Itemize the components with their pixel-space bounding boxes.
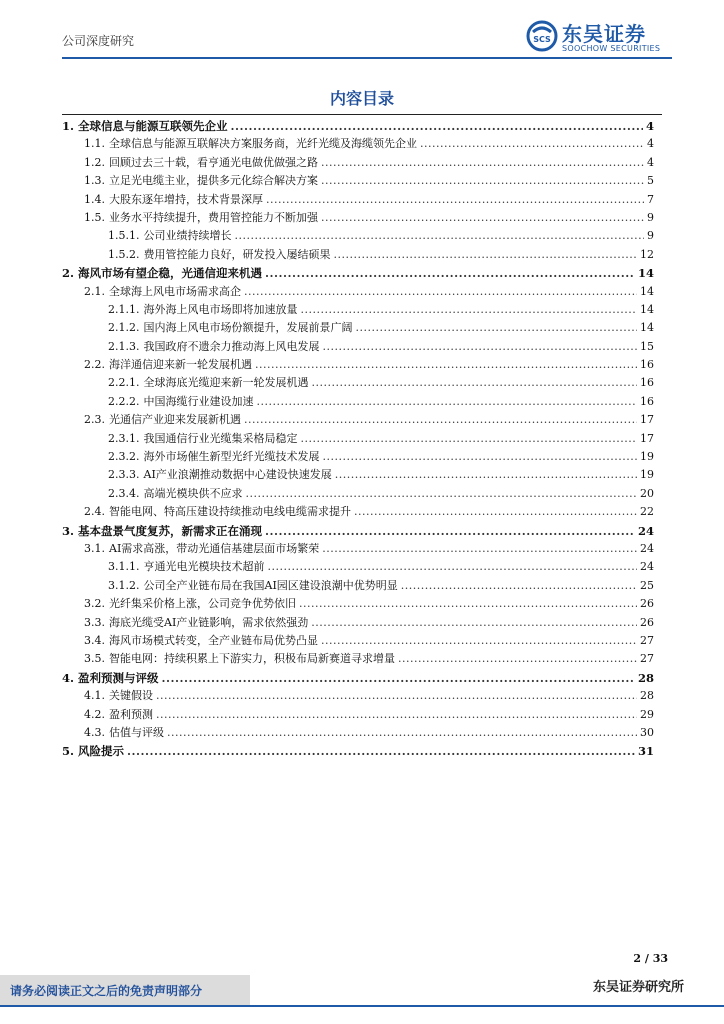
toc-entry[interactable] xyxy=(62,632,654,650)
toc-entry[interactable] xyxy=(62,264,654,282)
toc-entry-page: 26 xyxy=(640,597,654,611)
toc-entry-label: 亨通光电光模块技术超前 xyxy=(143,560,265,574)
toc-divider xyxy=(62,114,662,115)
toc-entry-label: 全球海底光缆迎来新一轮发展机遇 xyxy=(143,376,309,390)
toc-entry-label: 光通信产业迎来发展新机遇 xyxy=(109,413,241,427)
toc-dot-leader xyxy=(321,209,644,227)
toc-dot-leader xyxy=(266,191,644,209)
toc-entry[interactable] xyxy=(62,742,654,760)
toc-entry-page: 25 xyxy=(640,578,654,592)
toc-entry-number: 1.1. xyxy=(84,137,105,151)
toc-entry-page: 19 xyxy=(640,450,654,464)
toc-dot-leader xyxy=(244,283,637,301)
toc-entry-label: 海外海上风电市场即将加速放量 xyxy=(143,302,298,316)
toc-entry-page: 5 xyxy=(647,174,654,188)
toc-dot-leader xyxy=(299,595,637,613)
toc-entry-label: 高端光模块供不应求 xyxy=(143,486,243,500)
toc-entry-number: 2.1. xyxy=(84,284,105,298)
toc-entry[interactable] xyxy=(62,614,654,632)
toc-entry-page: 31 xyxy=(637,744,654,759)
toc-entry[interactable] xyxy=(62,466,654,484)
toc-entry[interactable] xyxy=(62,485,654,503)
toc-entry-number: 2.1.3. xyxy=(108,339,140,353)
toc-dot-leader xyxy=(334,246,638,264)
toc-entry[interactable] xyxy=(62,393,654,411)
logo-english-name: SOOCHOW SECURITIES xyxy=(562,44,661,53)
toc-entry-page: 14 xyxy=(640,321,654,335)
toc-entry-page: 24 xyxy=(637,523,654,538)
toc-entry-page: 28 xyxy=(637,670,654,685)
toc-entry-label: 全球信息与能源互联领先企业 xyxy=(78,119,228,133)
toc-entry-number: 4.2. xyxy=(84,707,105,721)
toc-dot-leader xyxy=(356,319,638,337)
toc-entry[interactable] xyxy=(62,209,654,227)
toc-entry-label: 智能电网、特高压建设持续推动电线电缆需求提升 xyxy=(109,505,351,519)
toc-entry[interactable] xyxy=(62,117,654,135)
toc-entry[interactable] xyxy=(62,411,654,429)
toc-entry-label: 业务水平持续提升，费用管控能力不断加强 xyxy=(109,210,318,224)
toc-entry[interactable] xyxy=(62,577,654,595)
toc-entry-number: 2.2.1. xyxy=(108,376,140,390)
toc-entry-page: 14 xyxy=(640,302,654,316)
toc-dot-leader xyxy=(265,264,635,282)
toc-entry-page: 20 xyxy=(640,486,654,500)
toc-entry-label: 费用管控能力良好，研发投入屡结硕果 xyxy=(143,247,331,261)
toc-dot-leader xyxy=(231,117,643,135)
disclaimer-notice: 请务必阅读正文之后的免责声明部分 xyxy=(10,984,203,998)
toc-entry-label: 估值与评级 xyxy=(109,725,164,739)
toc-entry-number: 1.5. xyxy=(84,210,105,224)
header-divider xyxy=(62,57,672,59)
soochow-logo-icon xyxy=(526,20,558,52)
toc-dot-leader xyxy=(323,448,638,466)
toc-entry-label: 中国海缆行业建设加速 xyxy=(143,394,254,408)
toc-entry-label: 国内海上风电市场份额提升，发展前景广阔 xyxy=(143,321,353,335)
toc-entry-number: 2.1.1. xyxy=(108,302,140,316)
toc-entry[interactable] xyxy=(62,687,654,705)
toc-entry-number: 2.3.4. xyxy=(108,486,140,500)
toc-entry-label: 我国政府不遗余力推动海上风电发展 xyxy=(143,339,320,353)
toc-entry-page: 14 xyxy=(637,266,654,281)
toc-entry-page: 15 xyxy=(640,339,654,353)
toc-entry-page: 26 xyxy=(640,615,654,629)
page-indicator: 2 / 33 xyxy=(633,952,668,965)
toc-entry[interactable] xyxy=(62,595,654,613)
table-of-contents xyxy=(62,117,654,761)
toc-entry-page: 7 xyxy=(647,192,654,206)
toc-entry-number: 3.2. xyxy=(84,597,105,611)
toc-entry-number: 2.4. xyxy=(84,505,105,519)
toc-entry-page: 9 xyxy=(647,229,654,243)
toc-dot-leader xyxy=(235,227,645,245)
toc-dot-leader xyxy=(257,393,638,411)
toc-dot-leader xyxy=(354,503,637,521)
toc-entry-number: 4.1. xyxy=(84,689,105,703)
toc-entry-label: 回顾过去三十载，看亨通光电做优做强之路 xyxy=(109,155,318,169)
toc-dot-leader xyxy=(246,485,638,503)
toc-title: 内容目录 xyxy=(329,89,394,108)
toc-entry[interactable] xyxy=(62,283,654,301)
toc-entry-page: 12 xyxy=(640,247,654,261)
toc-entry-label: 海风市场有望企稳，光通信迎来机遇 xyxy=(78,266,263,281)
toc-entry-page: 14 xyxy=(640,284,654,298)
toc-entry[interactable] xyxy=(62,246,654,264)
toc-entry-label: 盈利预测与评级 xyxy=(78,670,159,685)
toc-dot-leader xyxy=(321,632,637,650)
toc-entry-number: 4. xyxy=(62,670,75,685)
toc-entry-label: 全球海上风电市场需求高企 xyxy=(109,284,241,298)
toc-entry[interactable] xyxy=(62,669,654,687)
toc-entry-number: 2.2. xyxy=(84,358,105,372)
toc-entry[interactable] xyxy=(62,503,654,521)
toc-entry-label: 海外市场催生新型光纤光缆技术发展 xyxy=(143,450,320,464)
toc-entry-label: 公司全产业链布局在我国AI园区建设浪潮中优势明显 xyxy=(143,578,398,592)
logo-mark-text: SCS xyxy=(533,35,551,44)
toc-entry-label: 海底光缆受AI产业链影响，需求依然强劲 xyxy=(109,615,309,629)
toc-dot-leader xyxy=(244,411,637,429)
toc-entry-number: 2.2.2. xyxy=(108,394,140,408)
toc-entry-page: 29 xyxy=(640,707,654,721)
toc-entry-number: 1.3. xyxy=(84,174,105,188)
toc-entry[interactable] xyxy=(62,374,654,392)
toc-entry-number: 2.3. xyxy=(84,413,105,427)
toc-entry-number: 2.3.2. xyxy=(108,450,140,464)
logo-chinese-name: 东吴证券 xyxy=(562,22,646,46)
toc-entry[interactable] xyxy=(62,558,654,576)
toc-entry-page: 27 xyxy=(640,633,654,647)
toc-entry-number: 2.3.3. xyxy=(108,468,140,482)
toc-dot-leader xyxy=(420,135,644,153)
toc-dot-leader xyxy=(127,742,635,760)
toc-entry[interactable] xyxy=(62,301,654,319)
toc-entry-page: 4 xyxy=(645,119,654,133)
toc-entry-number: 1.5.2. xyxy=(108,247,140,261)
toc-entry-page: 9 xyxy=(647,210,654,224)
toc-dot-leader xyxy=(301,301,638,319)
toc-entry[interactable] xyxy=(62,356,654,374)
toc-entry-number: 2.3.1. xyxy=(108,431,140,445)
toc-entry[interactable] xyxy=(62,724,654,742)
toc-entry-label: 关键假设 xyxy=(109,689,153,703)
toc-entry[interactable] xyxy=(62,227,654,245)
toc-dot-leader xyxy=(268,558,638,576)
footer-divider xyxy=(0,1005,724,1007)
toc-dot-leader xyxy=(321,154,644,172)
toc-entry[interactable] xyxy=(62,135,654,153)
toc-entry[interactable] xyxy=(62,522,654,540)
toc-entry-number: 1. xyxy=(62,119,75,133)
toc-dot-leader xyxy=(335,466,637,484)
toc-entry-page: 28 xyxy=(640,689,654,703)
toc-entry[interactable] xyxy=(62,706,654,724)
toc-entry-number: 4.3. xyxy=(84,725,105,739)
toc-entry-label: 全球信息与能源互联解决方案服务商，光纤光缆及海缆领先企业 xyxy=(109,137,417,151)
toc-entry-label: 光纤集采价格上涨，公司竞争优势依旧 xyxy=(109,597,296,611)
toc-entry-page: 16 xyxy=(640,358,654,372)
toc-entry-page: 4 xyxy=(647,155,654,169)
toc-entry-label: 海风市场模式转变，全产业链布局优势凸显 xyxy=(109,633,318,647)
toc-entry-number: 3.4. xyxy=(84,633,105,647)
toc-entry[interactable] xyxy=(62,448,654,466)
toc-entry-label: 智能电网：持续积累上下游实力，积极布局新赛道寻求增量 xyxy=(109,652,395,666)
toc-entry-page: 16 xyxy=(640,394,654,408)
toc-entry[interactable] xyxy=(62,191,654,209)
toc-entry-label: 公司业绩持续增长 xyxy=(143,229,232,243)
toc-entry-number: 3.3. xyxy=(84,615,105,629)
toc-dot-leader xyxy=(323,338,638,356)
toc-entry-label: 盈利预测 xyxy=(109,707,153,721)
report-type-label: 公司深度研究 xyxy=(62,34,135,48)
toc-entry-label: 基本盘景气度复苏，新需求正在涌现 xyxy=(78,523,263,538)
toc-entry[interactable] xyxy=(62,540,654,558)
toc-entry[interactable] xyxy=(62,650,654,668)
toc-entry-page: 16 xyxy=(640,376,654,390)
toc-entry-label: 大股东逐年增持，技术背景深厚 xyxy=(109,192,263,206)
toc-entry[interactable] xyxy=(62,319,654,337)
research-institute-name: 东吴证券研究所 xyxy=(592,980,684,995)
toc-dot-leader xyxy=(312,374,638,392)
toc-dot-leader xyxy=(401,577,637,595)
toc-entry-page: 24 xyxy=(640,560,654,574)
toc-entry[interactable] xyxy=(62,430,654,448)
toc-entry-page: 27 xyxy=(640,652,654,666)
toc-entry-page: 17 xyxy=(640,431,654,445)
toc-entry-number: 3.1. xyxy=(84,541,105,555)
toc-entry-label: 立足光电缆主业，提供多元化综合解决方案 xyxy=(109,174,318,188)
company-logo xyxy=(526,18,676,54)
toc-entry-page: 30 xyxy=(640,725,654,739)
toc-entry-number: 3.1.2. xyxy=(108,578,140,592)
toc-entry-label: AI需求高涨，带动光通信基建层面市场繁荣 xyxy=(109,541,320,555)
toc-entry-label: 风险提示 xyxy=(78,744,125,759)
toc-entry-number: 1.5.1. xyxy=(108,229,140,243)
toc-entry-number: 1.4. xyxy=(84,192,105,206)
toc-entry-page: 22 xyxy=(640,505,654,519)
toc-entry-page: 4 xyxy=(647,137,654,151)
toc-dot-leader xyxy=(322,540,637,558)
toc-dot-leader xyxy=(162,669,635,687)
toc-entry-label: AI产业浪潮推动数据中心建设快速发展 xyxy=(143,468,332,482)
toc-dot-leader xyxy=(265,522,635,540)
toc-dot-leader xyxy=(321,172,644,190)
toc-dot-leader xyxy=(398,650,637,668)
toc-entry-page: 24 xyxy=(640,541,654,555)
toc-entry[interactable] xyxy=(62,154,654,172)
toc-dot-leader xyxy=(167,724,637,742)
toc-entry[interactable] xyxy=(62,338,654,356)
toc-entry-number: 2. xyxy=(62,266,75,281)
toc-dot-leader xyxy=(311,614,637,632)
toc-entry-label: 我国通信行业光缆集采格局稳定 xyxy=(143,431,298,445)
toc-entry-number: 3.1.1. xyxy=(108,560,140,574)
toc-dot-leader xyxy=(156,687,637,705)
toc-dot-leader xyxy=(156,706,637,724)
toc-dot-leader xyxy=(301,430,638,448)
toc-entry-number: 3.5. xyxy=(84,652,105,666)
toc-entry-number: 2.1.2. xyxy=(108,321,140,335)
toc-entry-number: 3. xyxy=(62,523,75,538)
toc-entry-number: 1.2. xyxy=(84,155,105,169)
toc-entry-label: 海洋通信迎来新一轮发展机遇 xyxy=(109,358,252,372)
toc-entry[interactable] xyxy=(62,172,654,190)
toc-entry-page: 19 xyxy=(640,468,654,482)
toc-dot-leader xyxy=(255,356,637,374)
toc-entry-page: 17 xyxy=(640,413,654,427)
toc-entry-number: 5. xyxy=(62,744,75,759)
